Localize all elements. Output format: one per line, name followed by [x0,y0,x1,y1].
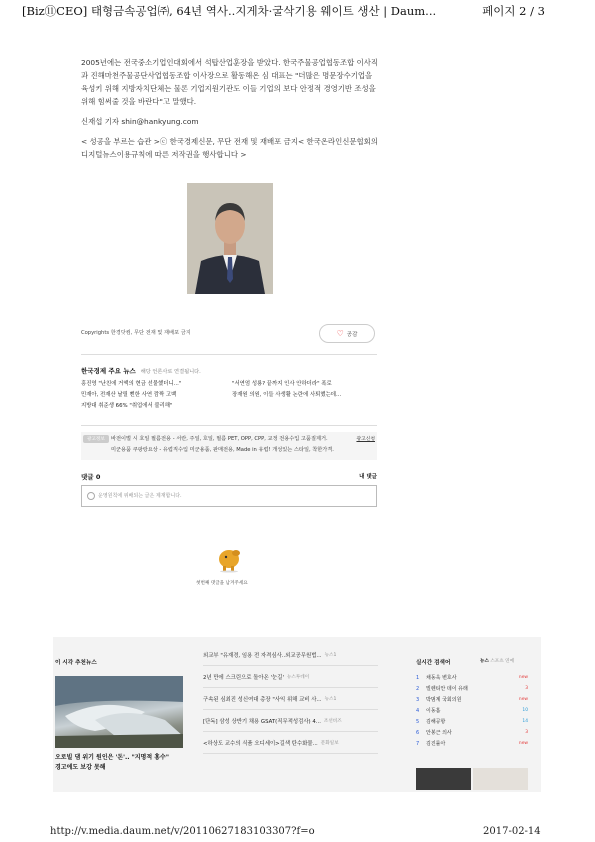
top-news-left-list [81,379,181,412]
recommend-title: 이 시각 추천뉴스 [55,660,97,666]
list-item[interactable] [416,738,528,749]
list-item[interactable] [203,644,378,666]
article-byline: 신재섭 기자 shin@hankyung.com [81,117,199,126]
my-comments-link[interactable]: 내 댓글 [359,474,377,480]
ad-link[interactable]: 바전이벌 시 호일 필름전용 - 서란, 주일, 호일, 필름 PET, OPP, CPP, 교정 전용수입 고품질제거. [111,436,328,442]
thumbnail-image[interactable] [416,768,471,790]
rank-number: 2 [416,685,420,692]
search-term[interactable]: 안봉근 의사 [426,730,452,736]
rank-number: 1 [416,674,420,681]
feature-news-caption[interactable] [55,753,169,773]
news-source: 뉴스1 [324,652,337,658]
divider [81,354,377,355]
tab-sports[interactable]: 스포츠 [490,659,504,664]
news-source: 뉴스1 [324,696,337,702]
search-term[interactable]: 이동흡 [426,708,441,714]
top-news-link[interactable]: 흥진영 "난친에 거액의 현금 선물했더니..." [81,381,182,387]
like-button[interactable] [319,324,375,343]
print-date: 2017-02-14 [483,826,541,837]
search-term[interactable]: 김해공항 [426,719,446,725]
top-news-link[interactable]: 민재아, 전재산 날릴 뻔한 사연 깜짝 고백 [81,392,177,398]
rank-badge: new [518,675,528,680]
search-term[interactable]: 박범계 국회의원 [426,697,462,703]
ad-banner [81,432,377,460]
news-link[interactable]: [단독] 삼성 상반기 채용 GSAT(직무적성검사) 4... [203,718,321,725]
list-item[interactable] [416,727,528,738]
caption-line: 경고에도 보강 못해 [55,764,106,771]
list-item[interactable] [203,688,378,710]
top-news-link[interactable]: 지방대 취준생 66% "취업에서 불리해" [81,403,173,409]
ceo-portrait-photo [187,183,273,294]
article-paragraph: 2005년에는 전국중소기업인대회에서 석탑산업훈장을 받았다. 한국주물공업협동조합 이사직과 진해마천주물공단사업협동조합 이사장으로 활동해온 심 대표는 "더많은 명문장수기업을 육성키 위해 지방자치단체는 물론 기업지원기관도 이들 기업의 보다 안정적 경영기반 조성을 위해 힘써줄 것을 바란다"고 말했다. [81,58,379,106]
rank-badge: new [518,741,528,746]
list-item[interactable] [416,694,528,705]
news-source: 문화일보 [320,740,339,746]
copyright-row [81,322,377,344]
news-link[interactable]: 외교부 "유재경, 임용 전 자격심사..외교공무원법... [203,652,322,659]
top-news-subtitle: 해당 언론사로 연결됩니다. [140,369,201,375]
first-comment-prompt: 첫번째 댓글을 남겨주세요 [196,581,248,586]
user-icon [87,492,95,500]
rank-badge: 3 [525,686,528,691]
search-term[interactable]: 빌렌티안 데이 유래 [426,686,468,692]
top-news-link[interactable]: 장재원 의원, 이들 사생활 논란에 사퇴했는데... [232,392,342,398]
article-copyright: < 성공을 부르는 습관 >ⓒ 한국경제신문, 무단 전재 및 재배포 금지< 한국온라인신문협회의 디지털뉴스이용규칙에 따른 저작권을 행사합니다 > [81,137,378,159]
news-source: 조선비즈 [323,718,342,724]
ad-badge: 광고정보 [83,435,109,443]
top-news-right-list [232,379,341,401]
rank-badge: 14 [522,719,528,724]
rank-number: 6 [416,729,420,736]
top-news-title: 한국경제 주요 뉴스 [81,367,136,375]
list-item[interactable] [203,666,378,688]
mascot-icon [214,545,244,573]
rank-number: 4 [416,707,420,714]
article-body [81,56,381,168]
realtime-thumbnails [416,768,528,790]
search-term[interactable]: 채동욱 변호사 [426,675,457,681]
thumbnail-image[interactable] [473,768,528,790]
copyright-text: Copyrights 한경닷컴, 무단 전재 및 재배포 금지 [81,330,191,336]
list-item[interactable] [203,710,378,732]
realtime-tabs [480,658,514,664]
rank-badge: new [518,697,528,702]
feature-news-image[interactable] [55,676,183,748]
news-source: 뉴스투데이 [286,674,310,680]
recommend-list [203,644,378,754]
top-news-header [81,366,201,375]
realtime-list [416,672,528,749]
divider [81,425,377,426]
heart-icon: ♡ [336,328,344,338]
page-indicator: 페이지 2 / 3 [482,4,545,18]
list-item[interactable] [416,705,528,716]
page-url: http://v.media.daum.net/v/20110627183103307?f=o [50,826,315,837]
rank-number: 7 [416,740,420,747]
comments-header [81,472,377,481]
tab-news[interactable]: 뉴스 [480,659,489,664]
news-link[interactable]: <하상도 교수의 식품 오디세이>길색 탄수화물... [203,740,318,747]
comment-input[interactable] [81,485,377,507]
ad-link[interactable]: 미군용품 쿠팡랑요상 - 유럽직수입 미군용품, 판매전용, Made in 유럽! 개성있는 스타일, 착한가격. [111,447,334,453]
ad-apply-link[interactable]: 광고신청 [356,437,375,442]
news-link[interactable]: 2년 만에 스크린으로 돌아온 '눈길' [203,674,284,681]
rank-number: 5 [416,718,420,725]
news-link[interactable]: 구속된 심최진 성신여대 총장 "사익 위해 교비 사... [203,696,322,703]
document-title: [Biz⑪CEO] 태형금속공업㈜, 64년 역사..지게차·굴삭기용 웨이트 생산 | Daum... [22,4,437,18]
search-term[interactable]: 김진률아 [426,741,446,747]
tab-entertainment[interactable]: 연예 [505,659,515,664]
rank-badge: 3 [525,730,528,735]
like-label: 공감 [346,331,358,338]
list-item[interactable] [416,716,528,727]
list-item[interactable] [416,672,528,683]
comment-placeholder: 운영원칙에 위배되는 글은 제재합니다. [98,493,182,499]
rank-number: 3 [416,696,420,703]
list-item[interactable] [203,732,378,754]
list-item[interactable] [416,683,528,694]
realtime-search-title: 실시간 검색어 [416,660,451,666]
caption-line: 오로빌 댐 위기 원인은 '돈'.. "지명적 홍수" [55,754,169,761]
comments-title: 댓글 0 [81,473,101,481]
top-news-link[interactable]: "서연엄 성룡? 끝까지 인사 안하더라" 폭로 [232,381,332,387]
rank-badge: 10 [522,708,528,713]
